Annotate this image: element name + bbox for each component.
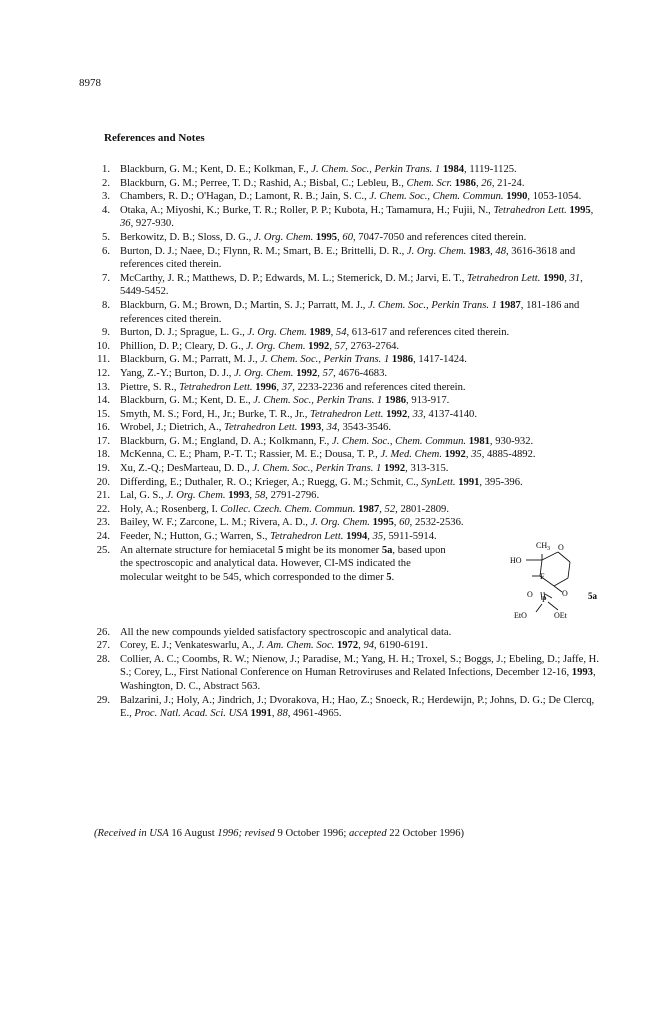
italic-segment: J. Org. Chem. xyxy=(406,245,467,257)
reference-number: 5. xyxy=(102,231,110,243)
ethoxy-left-label: EtO xyxy=(514,610,527,620)
reference-text xyxy=(120,299,606,326)
text-segment: . xyxy=(391,571,395,583)
text-segment: , 4885-4892. xyxy=(481,449,536,461)
reference-number: 20. xyxy=(96,476,110,488)
reference-item xyxy=(86,353,606,367)
reference-text xyxy=(120,163,606,177)
italic-segment: 94 xyxy=(363,640,375,652)
reference-text xyxy=(120,516,606,530)
compound-5a-label: 5a xyxy=(588,590,597,601)
text-segment: , 5449-5452. xyxy=(120,272,583,298)
reference-number: 28. xyxy=(96,653,110,665)
italic-segment: J. Am. Chem. Soc. xyxy=(257,640,335,652)
reference-number: 19. xyxy=(96,463,110,475)
text-segment: , xyxy=(407,408,413,420)
reference-item xyxy=(86,540,606,626)
italic-segment: Tetrahedron Lett. xyxy=(179,381,253,393)
text-segment: Blackburn, G. M.; England, D. A.; Kolkmann, F., xyxy=(120,435,332,447)
text-segment: 9 October 1996; xyxy=(274,828,349,839)
reference-item xyxy=(86,367,606,381)
reference-item xyxy=(86,190,606,204)
text-segment: , xyxy=(321,422,327,434)
reference-number: 16. xyxy=(96,422,110,434)
reference-item xyxy=(86,299,606,326)
text-segment: , 313-315. xyxy=(405,463,449,475)
italic-segment: 36 xyxy=(120,218,131,230)
reference-text xyxy=(120,326,606,340)
section-heading: References and Notes xyxy=(104,132,205,144)
text-segment: , xyxy=(490,245,496,257)
text-segment: 16 August xyxy=(168,828,218,839)
italic-segment: 37 xyxy=(281,381,293,393)
reference-text xyxy=(120,394,606,408)
text-segment: Holy, A.; Rosenberg, I. xyxy=(120,503,221,515)
reference-text xyxy=(120,367,606,381)
text-segment: , 181-186 and references cited therein. xyxy=(120,299,580,325)
reference-number: 10. xyxy=(96,340,110,352)
text-segment: , 1119-1125. xyxy=(464,164,517,175)
reference-text xyxy=(120,190,606,204)
reference-text xyxy=(120,340,606,354)
text-segment: , 2233-2236 and references cited therein. xyxy=(292,381,466,393)
bold-segment: 1989 xyxy=(309,327,331,339)
bold-segment: 5a xyxy=(381,544,393,556)
reference-item xyxy=(86,381,606,395)
text-segment: Berkowitz, D. B.; Sloss, D. G., xyxy=(120,231,254,243)
reference-item xyxy=(86,163,606,177)
reference-text xyxy=(120,435,606,449)
italic-segment: J. Chem. Soc., Chem. Commun. xyxy=(331,435,467,447)
text-segment: Balzarini, J.; Holy, A.; Jindrich, J.; Dvorakova, H.; Hao, Z.; Snoeck, R.; Herdewijn, P.; Johns, D. G.; De Clercq, E., xyxy=(120,694,595,720)
text-segment: , xyxy=(367,531,373,543)
reference-text xyxy=(120,421,606,435)
text-segment: Blackburn, G. M.; Perree, T. D.; Rashid, A.; Bisbal, C.; Lebleu, B., xyxy=(120,177,407,189)
bold-segment: 1990 xyxy=(543,272,565,284)
reference-item xyxy=(86,245,606,272)
ho-label: HO xyxy=(510,555,522,565)
reference-item xyxy=(86,448,606,462)
italic-segment: J. Chem. Soc., Perkin Trans. 1 xyxy=(368,299,497,311)
italic-segment: J. Chem. Soc., Perkin Trans. 1 xyxy=(253,395,383,407)
reference-item xyxy=(86,394,606,408)
reference-text xyxy=(120,489,606,503)
text-segment: might be its monomer xyxy=(283,544,382,556)
reference-text xyxy=(120,626,606,640)
page-number: 8978 xyxy=(79,77,101,89)
bold-segment: 1986 xyxy=(454,177,476,189)
structure-5a-diagram xyxy=(496,538,606,624)
italic-segment: 52 xyxy=(384,503,396,515)
italic-segment: J. Chem. Soc., Chem. Commun. xyxy=(369,191,504,203)
italic-segment: 26 xyxy=(481,177,492,189)
italic-segment: J. Chem. Soc., Perkin Trans. 1 xyxy=(260,354,390,366)
bold-segment: 1972 xyxy=(336,640,359,652)
reference-list xyxy=(86,163,606,721)
text-segment: , 613-617 and references cited therein. xyxy=(346,327,510,339)
italic-segment: 58 xyxy=(254,490,266,502)
reference-number: 4. xyxy=(102,204,110,216)
reference-text xyxy=(120,448,606,462)
reference-number: 6. xyxy=(102,245,110,257)
bold-segment: 1992 xyxy=(308,340,330,352)
italic-segment: Proc. Natl. Acad. Sci. USA xyxy=(134,708,248,720)
text-segment: Chambers, R. D.; O'Hagan, D.; Lamont, R. B.; Jain, S. C., xyxy=(120,191,370,203)
reference-number: 18. xyxy=(96,449,110,461)
italic-segment: J. Med. Chem. xyxy=(380,449,442,461)
text-segment: McCarthy, J. R.; Matthews, D. P.; Edwards, M. L.; Stemerick, D. M.; Jarvi, E. T., xyxy=(120,272,468,284)
italic-segment: 48 xyxy=(495,245,506,257)
reference-text xyxy=(120,462,606,476)
bold-segment: 1992 xyxy=(296,367,318,379)
reference-text xyxy=(120,476,606,490)
bold-segment: 1987 xyxy=(499,299,521,311)
text-segment: Collier, A. C.; Coombs, R. W.; Nienow, J.; Paradise, M.; Yang, H. H.; Troxel, S.; Boggs, J.; Ebeling, D.; Jaffe, H. S.; Corey, L., First National Conference on Human Retroviruses and Related Infections, December 12-16, xyxy=(120,653,599,679)
reference-item xyxy=(86,340,606,354)
reference-item xyxy=(86,503,606,517)
text-segment: Lal, G. S., xyxy=(120,490,167,502)
reference-text xyxy=(120,408,606,422)
italic-segment: Tetrahedron Lett. xyxy=(224,422,298,434)
italic-segment: 57 xyxy=(334,340,346,352)
reference-item xyxy=(86,476,606,490)
text-segment: , 4137-4140. xyxy=(423,408,478,420)
reference-text xyxy=(120,381,606,395)
text-segment: , Washington, D. C., Abstract 563. xyxy=(120,667,596,692)
italic-segment: J. Org. Chem. xyxy=(310,517,370,529)
text-segment: , 395-396. xyxy=(479,476,523,488)
reference-text xyxy=(120,245,606,272)
reference-number: 14. xyxy=(96,395,110,407)
text-segment: , xyxy=(475,177,482,189)
reference-item xyxy=(86,694,606,721)
text-segment: , xyxy=(358,640,364,652)
text-segment: , xyxy=(393,517,400,529)
italic-segment: SynLett. xyxy=(421,476,456,488)
ring-oxygen-label: O xyxy=(558,542,564,552)
bold-segment: 1992 xyxy=(386,408,408,420)
text-segment: All the new compounds yielded satisfactory spectroscopic and analytical data. xyxy=(120,626,452,638)
reference-item xyxy=(86,326,606,340)
bold-segment: 1991 xyxy=(250,708,272,720)
text-segment: Blackburn, G. M.; Kent, D. E.; Kolkman, F., xyxy=(120,164,312,175)
text-segment: Burton, D. J.; Naee, D.; Flynn, R. M.; Smart, B. E.; Brittelli, D. R., xyxy=(120,245,407,257)
italic-segment: J. Org. Chem. xyxy=(166,490,226,502)
text-segment: , xyxy=(271,708,278,720)
text-segment: An alternate structure for hemiacetal xyxy=(120,544,278,556)
italic-segment: J. Chem. Soc., Perkin Trans. 1 xyxy=(311,164,441,175)
bold-segment: 1992 xyxy=(444,449,466,461)
text-segment: Smyth, M. S.; Ford, H., Jr.; Burke, T. R., Jr., xyxy=(120,408,311,420)
text-segment: , 2801-2809. xyxy=(395,503,449,515)
reference-text xyxy=(120,653,606,694)
text-segment: , xyxy=(564,272,570,284)
italic-segment: J. Org. Chem. xyxy=(246,340,306,352)
reference-item xyxy=(86,231,606,245)
text-segment: , xyxy=(276,381,282,393)
text-segment: , 2791-2796. xyxy=(265,490,320,502)
text-segment: , 5911-5914. xyxy=(383,531,437,543)
text-segment: Otaka, A.; Miyoshi, K.; Burke, T. R.; Roller, P. P.; Kubota, H.; Tamamura, H.; Fujii, N., xyxy=(120,204,494,216)
italic-segment: 31 xyxy=(569,272,581,284)
reference-number: 25. xyxy=(96,544,110,556)
reference-number: 29. xyxy=(96,694,110,706)
italic-segment: J. Chem. Soc., Perkin Trans. 1 xyxy=(252,463,382,475)
reference-number: 2. xyxy=(102,177,110,189)
text-segment: Corey, E. J.; Venkateswarlu, A., xyxy=(120,640,258,652)
phosphorus-label: P xyxy=(542,594,547,604)
reference-text xyxy=(120,177,606,191)
text-segment: , 4961-4965. xyxy=(287,708,342,720)
linking-oxygen-label: O xyxy=(562,588,568,598)
reference-item xyxy=(86,435,606,449)
bold-segment: 1983 xyxy=(468,245,491,257)
italic-segment: 1996; revised xyxy=(217,828,275,839)
italic-segment: J. Org. Chem. xyxy=(253,231,314,243)
received-line xyxy=(94,827,614,841)
reference-text xyxy=(120,694,606,721)
italic-segment: 57 xyxy=(322,367,334,379)
ch3-label: $CH_3$ xyxy=(536,540,551,552)
text-segment: Blackburn, G. M.; Parratt, M. J., xyxy=(120,354,261,366)
bold-segment: 1991 xyxy=(458,476,480,488)
italic-segment: 34 xyxy=(326,422,338,434)
text-segment: Bailey, W. F.; Zarcone, L. M.; Rivera, A. D., xyxy=(120,517,311,529)
reference-number: 9. xyxy=(102,327,110,339)
reference-number: 1. xyxy=(102,164,110,175)
italic-segment: 33 xyxy=(412,408,424,420)
italic-segment: 60 xyxy=(342,231,353,243)
reference-item xyxy=(86,421,606,435)
text-segment: , 3543-3546. xyxy=(337,422,392,434)
text-segment: Blackburn, G. M.; Kent, D. E., xyxy=(120,395,254,407)
text-segment: , based upon the spectroscopic and analytical data. However, CI-MS indicated the molecular weitght to be 545, which corresponded to the dimer xyxy=(120,544,446,583)
text-segment: , 2763-2764. xyxy=(345,340,400,352)
ethoxy-right-label: OEt xyxy=(554,610,567,620)
text-segment: , 2532-2536. xyxy=(409,517,464,529)
italic-segment: 54 xyxy=(335,327,347,339)
reference-number: 15. xyxy=(96,408,110,420)
reference-number: 27. xyxy=(96,640,110,652)
italic-segment: 60 xyxy=(399,517,410,529)
text-segment: Piettre, S. R., xyxy=(120,381,180,393)
text-segment: , xyxy=(337,231,343,243)
text-segment: McKenna, C. E.; Pham, P.-T. T.; Rassier, M. E.; Dousa, T. P., xyxy=(120,449,381,461)
bold-segment: 1981 xyxy=(468,435,490,447)
reference-number: 3. xyxy=(102,191,110,203)
bold-segment: 1995 xyxy=(569,204,591,216)
reference-number: 21. xyxy=(96,490,110,502)
fluorine-label: F xyxy=(540,571,545,581)
text-segment: , xyxy=(329,340,335,352)
text-segment: , xyxy=(317,367,323,379)
text-segment: , 1417-1424. xyxy=(413,354,467,366)
italic-segment: 35 xyxy=(471,449,482,461)
italic-segment: accepted xyxy=(349,828,387,839)
text-segment: , 7047-7050 and references cited therein. xyxy=(352,231,527,243)
italic-segment: J. Org. Chem. xyxy=(247,327,307,339)
bold-segment: 1995 xyxy=(372,517,394,529)
phosphoryl-oxygen-label: O xyxy=(527,589,533,599)
text-segment: , 930-932. xyxy=(489,435,534,447)
italic-segment: 88 xyxy=(277,708,288,720)
reference-item xyxy=(86,653,606,694)
italic-segment: Tetrahedron Lett. xyxy=(270,531,344,543)
italic-segment: J. Org. Chem. xyxy=(234,367,294,379)
reference-text xyxy=(120,544,450,585)
bold-segment: 1993 xyxy=(571,667,593,679)
text-segment: Xu, Z.-Q.; DesMarteau, D. D., xyxy=(120,463,253,475)
text-segment: Blackburn, G. M.; Brown, D.; Martin, S. J.; Parratt, M. J., xyxy=(120,299,369,311)
text-segment: , xyxy=(379,503,385,515)
text-segment: , 1053-1054. xyxy=(527,191,582,203)
reference-number: 24. xyxy=(96,531,110,543)
italic-segment: 35 xyxy=(372,531,384,543)
reference-item xyxy=(86,272,606,299)
reference-text xyxy=(120,272,606,299)
text-segment: , 21-24. xyxy=(491,177,525,189)
reference-item xyxy=(86,408,606,422)
italic-segment: Collec. Czech. Chem. Commun. xyxy=(220,503,356,515)
reference-number: 7. xyxy=(102,272,110,284)
reference-item xyxy=(86,516,606,530)
reference-number: 11. xyxy=(97,354,110,366)
text-segment: Burton, D. J.; Sprague, L. G., xyxy=(120,327,248,339)
bold-segment: 1995 xyxy=(315,231,338,243)
reference-item xyxy=(86,177,606,191)
bold-segment: 1990 xyxy=(506,191,528,203)
text-segment: , xyxy=(465,449,472,461)
bold-segment: 1986 xyxy=(391,354,414,366)
reference-item xyxy=(86,489,606,503)
bold-segment: 1994 xyxy=(346,531,368,543)
reference-number: 22. xyxy=(96,503,110,515)
text-segment: , xyxy=(590,204,594,216)
text-segment: Yang, Z.-Y.; Burton, D. J., xyxy=(120,367,235,379)
text-segment: , 3616-3618 and references cited therein. xyxy=(120,245,576,271)
text-segment: Differding, E.; Duthaler, R. O.; Krieger, A.; Ruegg, G. M.; Schmit, C., xyxy=(120,476,422,488)
bold-segment: 1993 xyxy=(228,490,250,502)
reference-number: 8. xyxy=(102,299,110,311)
text-segment: Phillion, D. P.; Cleary, D. G., xyxy=(120,340,247,352)
bold-segment: 1996 xyxy=(255,381,277,393)
reference-number: 13. xyxy=(96,381,110,393)
bold-segment: 1992 xyxy=(383,463,406,475)
text-segment: , xyxy=(330,327,336,339)
reference-number: 23. xyxy=(96,517,110,529)
bold-segment: 1993 xyxy=(300,422,322,434)
text-segment: , 4676-4683. xyxy=(333,367,388,379)
reference-item xyxy=(86,626,606,640)
italic-segment: Chem. Scr. xyxy=(406,177,453,189)
bold-segment: 1986 xyxy=(384,395,407,407)
bold-segment: 1984 xyxy=(442,164,465,175)
reference-item xyxy=(86,204,606,231)
text-segment: Wrobel, J.; Dietrich, A., xyxy=(120,422,225,434)
reference-item xyxy=(86,639,606,653)
italic-segment: Tetrahedron Lett. xyxy=(493,204,567,216)
reference-text xyxy=(120,503,606,517)
reference-item xyxy=(86,462,606,476)
text-segment: , 6190-6191. xyxy=(374,640,428,652)
bold-segment: 1987 xyxy=(358,503,380,515)
reference-text xyxy=(120,639,606,653)
bold-segment: 5 xyxy=(386,571,392,583)
italic-segment: Tetrahedron Lett. xyxy=(467,272,541,284)
bold-segment: 5 xyxy=(277,544,284,556)
reference-text xyxy=(120,204,606,231)
text-segment: , xyxy=(249,490,255,502)
reference-text xyxy=(120,231,606,245)
reference-number: 17. xyxy=(96,435,110,447)
reference-text xyxy=(120,353,606,367)
italic-segment: (Received in USA xyxy=(94,828,169,839)
reference-number: 26. xyxy=(96,626,110,638)
text-segment: , 913-917. xyxy=(406,395,450,407)
text-segment: Feeder, N.; Hutton, G.; Warren, S., xyxy=(120,531,271,543)
italic-segment: Tetrahedron Lett. xyxy=(310,408,384,420)
text-segment: 22 October 1996) xyxy=(386,828,465,839)
reference-number: 12. xyxy=(96,367,110,379)
text-segment: , 927-930. xyxy=(130,218,174,230)
